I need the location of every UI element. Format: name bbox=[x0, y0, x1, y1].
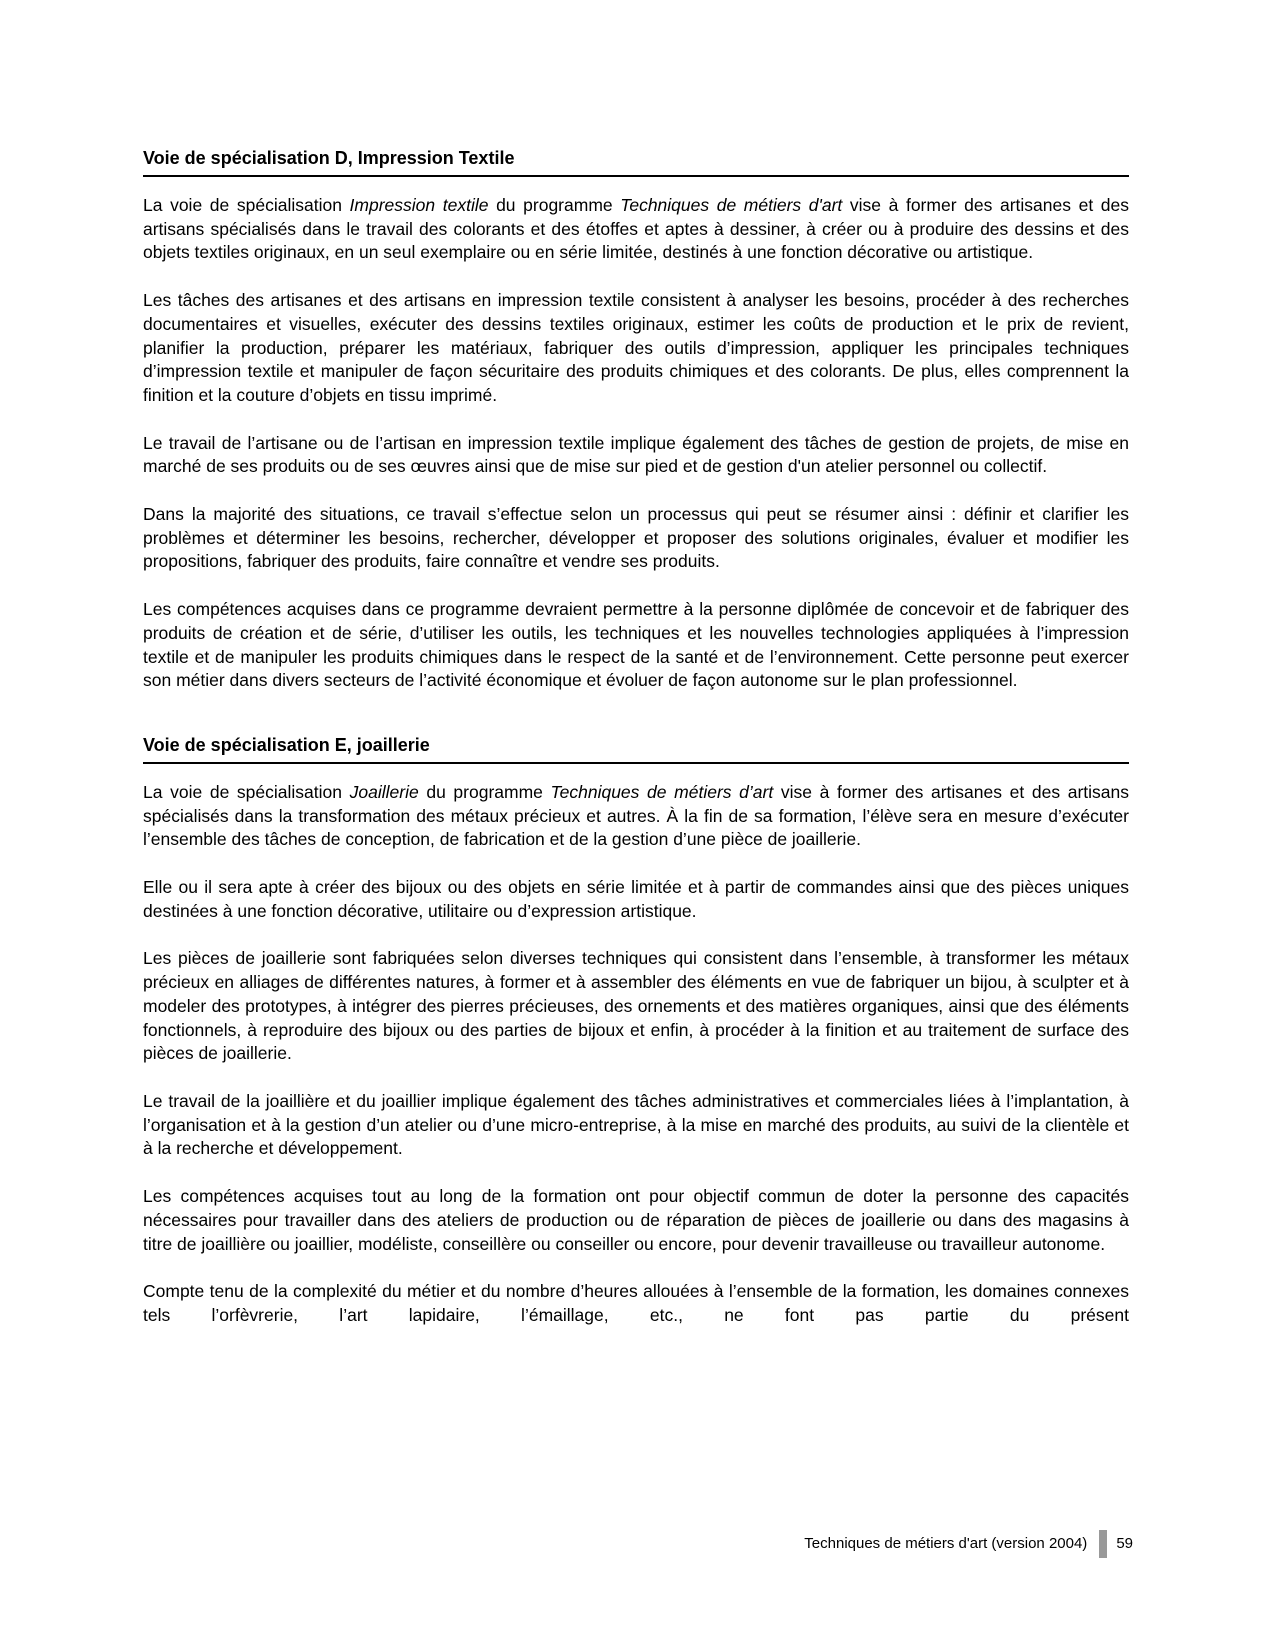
text-segment: Elle ou il sera apte à créer des bijoux ou des objets en série limitée et à partir de commandes ainsi que des pièces uniques destinées à une fonction décorative, utilitaire ou d’expression artistique. bbox=[143, 877, 1129, 921]
text-segment: vise à former des artisanes et des artisans spécialisés dans le travail des colorants et des étoffes et aptes à dessiner, à créer ou à produire des dessins et des objets textiles originaux, en un seul exemplaire ou en série limitée, destinés à une fonction décorative ou artistique. bbox=[143, 195, 1130, 263]
footer-document-title: Techniques de métiers d'art (version 2004) bbox=[804, 1535, 1088, 1552]
paragraph bbox=[143, 1185, 1129, 1256]
heading-rule bbox=[143, 762, 1129, 764]
paragraph bbox=[143, 194, 1129, 265]
paragraph bbox=[143, 432, 1129, 479]
text-segment: Les tâches des artisanes et des artisans en impression textile consistent à analyser les besoins, procéder à des recherches documentaires et visuelles, exécuter des dessins textiles originaux, estimer les coûts de production et le prix de revient, planifier la production, préparer les matériaux, fabriquer des outils d’impression, appliquer les principales techniques d’impression textile et manipuler de façon sécuritaire des produits chimiques et des colorants. De plus, elles comprennent la finition et la couture d’objets en tissu imprimé. bbox=[143, 290, 1129, 405]
paragraph bbox=[143, 598, 1129, 693]
text-segment: La voie de spécialisation bbox=[143, 781, 350, 802]
paragraph bbox=[143, 947, 1129, 1066]
italic-text-segment: Impression textile bbox=[349, 195, 489, 215]
paragraph bbox=[143, 1090, 1129, 1161]
footer-bar bbox=[1099, 1530, 1107, 1558]
paragraph bbox=[143, 781, 1129, 852]
section-specialisation-d bbox=[143, 146, 1129, 693]
italic-text-segment: Techniques de métiers d’art bbox=[550, 781, 774, 802]
paragraph bbox=[143, 289, 1129, 408]
paragraph bbox=[143, 503, 1129, 574]
heading-rule bbox=[143, 175, 1129, 177]
page-content bbox=[143, 146, 1129, 1328]
text-segment: Les pièces de joaillerie sont fabriquées selon diverses techniques qui consistent dans l’ensemble, à transformer les métaux précieux en alliages de différentes natures, à former et à assembler des éléments en vue de fabriquer un bijou, à sculpter et à modeler des prototypes, à intégrer des pierres précieuses, des ornements et des matières organiques, ainsi que des éléments fonctionnels, à reproduire des bijoux ou des parties de bijoux et enfin, à procéder à la finition et au traitement de surface des pièces de joaillerie. bbox=[143, 948, 1129, 1064]
paragraph bbox=[143, 876, 1129, 923]
text-segment: Le travail de l’artisane ou de l’artisan en impression textile implique également des tâches de gestion de projets, de mise en marché de ses produits ou de ses œuvres ainsi que de mise sur pied et de gestion d'un atelier personnel ou collectif. bbox=[143, 432, 1129, 477]
italic-text-segment: Techniques de métiers d'art bbox=[620, 195, 843, 215]
page-footer bbox=[143, 1530, 1133, 1558]
text-segment: Les compétences acquises dans ce programme devraient permettre à la personne diplômée de concevoir et de fabriquer des produits de création et de série, d’utiliser les outils, les techniques et les nouvelles technologies appliquées à l’impression textile et de manipuler les produits chimiques dans le respect de la santé et de l’environnement. Cette personne peut exercer son métier dans divers secteurs de l’activité économique et évoluer de façon autonome sur le plan professionnel. bbox=[143, 599, 1129, 691]
text-segment: La voie de spécialisation bbox=[143, 195, 350, 215]
section-heading-e: Voie de spécialisation E, joaillerie bbox=[143, 734, 430, 755]
italic-text-segment: Joaillerie bbox=[349, 781, 419, 802]
section-heading-d: Voie de spécialisation D, Impression Textile bbox=[143, 148, 515, 168]
text-segment: vise à former des artisanes et des artisans spécialisés dans la transformation des métaux précieux et autres. À la fin de sa formation, l’élève sera en mesure d’exécuter l’ensemble des tâches de conception, de fabrication et de la gestion d’une pièce de joaillerie. bbox=[143, 781, 1129, 850]
section-specialisation-e bbox=[143, 733, 1129, 1328]
paragraph bbox=[143, 1280, 1129, 1327]
text-segment: du programme bbox=[418, 781, 551, 802]
text-segment: Compte tenu de la complexité du métier et du nombre d’heures allouées à l’ensemble de la formation, les domaines connexes tels l’orfèvrerie, l’art lapidaire, l’émaillage, etc., ne font pas partie du présent bbox=[143, 1281, 1129, 1325]
footer-page-number: 59 bbox=[1116, 1535, 1133, 1552]
text-segment: Le travail de la joaillière et du joaillier implique également des tâches administratives et commerciales liées à l’implantation, à l’organisation et à la gestion d’un atelier ou d’une micro-entreprise, à la mise en marché des produits, au suivi de la clientèle et à la recherche et développement. bbox=[143, 1090, 1129, 1159]
text-segment: Dans la majorité des situations, ce travail s’effectue selon un processus qui peut se résumer ainsi : définir et clarifier les problèmes et déterminer les besoins, rechercher, développer et proposer des solutions originales, évaluer et modifier les propositions, fabriquer des produits, faire connaître et vendre ses produits. bbox=[143, 504, 1129, 572]
text-segment: du programme bbox=[488, 195, 621, 215]
text-segment: Les compétences acquises tout au long de la formation ont pour objectif commun de doter la personne des capacités nécessaires pour travailler dans des ateliers de production ou de réparation de pièces de joaillerie ou dans des magasins à titre de joaillière ou joaillier, modéliste, conseillère ou conseiller ou encore, pour devenir travailleuse ou travailleur autonome. bbox=[143, 1186, 1129, 1254]
